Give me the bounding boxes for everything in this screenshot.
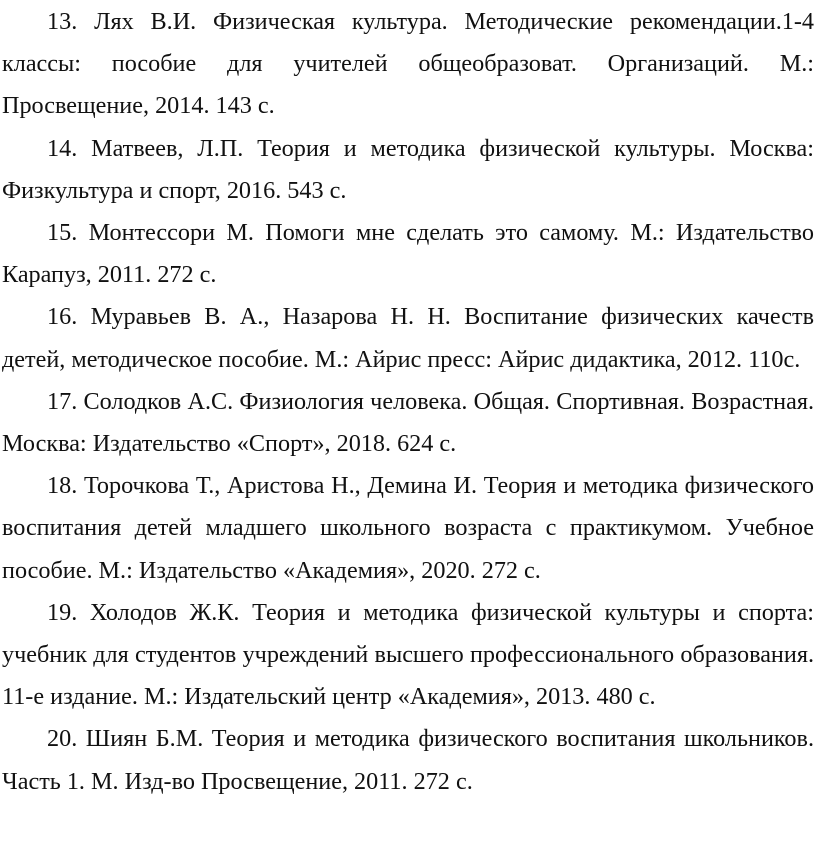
reference-number: 13. xyxy=(47,8,78,35)
reference-item xyxy=(2,465,814,592)
reference-item xyxy=(2,212,814,296)
reference-number: 20. xyxy=(47,725,78,753)
reference-item xyxy=(2,381,814,465)
reference-number: 16. xyxy=(47,303,78,331)
reference-text: Шиян Б.М. Теория и методика физического воспитания школьников. Часть 1. М. Изд-во Просвещение, 2011. 272 с. xyxy=(2,725,814,795)
reference-number: 17. xyxy=(47,387,78,415)
reference-text: Матвеев, Л.П. Теория и методика физической культуры. Москва: Физкультура и спорт, 2016. 543 с. xyxy=(2,134,814,204)
reference-text: Солодков А.С. Физиология человека. Общая. Спортивная. Возрастная. Москва: Издательство «Спорт», 2018. 624 с. xyxy=(2,387,814,458)
reference-text: Муравьев В. А., Назарова Н. Н. Воспитание физических качеств детей, методическое пособие. М.: Айрис пресс: Айрис дидактика, 2012. 110с. xyxy=(2,303,814,373)
reference-number: 18. xyxy=(47,472,78,500)
reference-text: Лях В.И. Физическая культура. Методические рекомендации.1-4 классы: пособие для учителей общеобразоват. Организаций. М.: Просвещение, 2014. 143 с. xyxy=(2,8,814,120)
reference-number: 14. xyxy=(47,134,78,162)
reference-number: 15. xyxy=(47,219,78,247)
reference-item xyxy=(2,128,814,212)
reference-item xyxy=(2,1,814,128)
reference-number: 19. xyxy=(47,598,78,626)
reference-item xyxy=(2,592,814,719)
reference-text: Торочкова Т., Аристова Н., Демина И. Теория и методика физического воспитания детей младшего школьного возраста с практикумом. Учебное пособие. М.: Издательство «Академия», 2020. 272 с. xyxy=(2,472,815,584)
reference-item xyxy=(2,296,814,380)
reference-text: Монтессори М. Помоги мне сделать это самому. М.: Издательство Карапуз, 2011. 272 с. xyxy=(2,219,814,289)
reference-text: Холодов Ж.К. Теория и методика физической культуры и спорта: учебник для студентов учреждений высшего профессионального образования. 11-е издание. М.: Издательский центр «Академия», 2013. 480 с. xyxy=(2,598,815,711)
reference-item xyxy=(2,718,814,802)
